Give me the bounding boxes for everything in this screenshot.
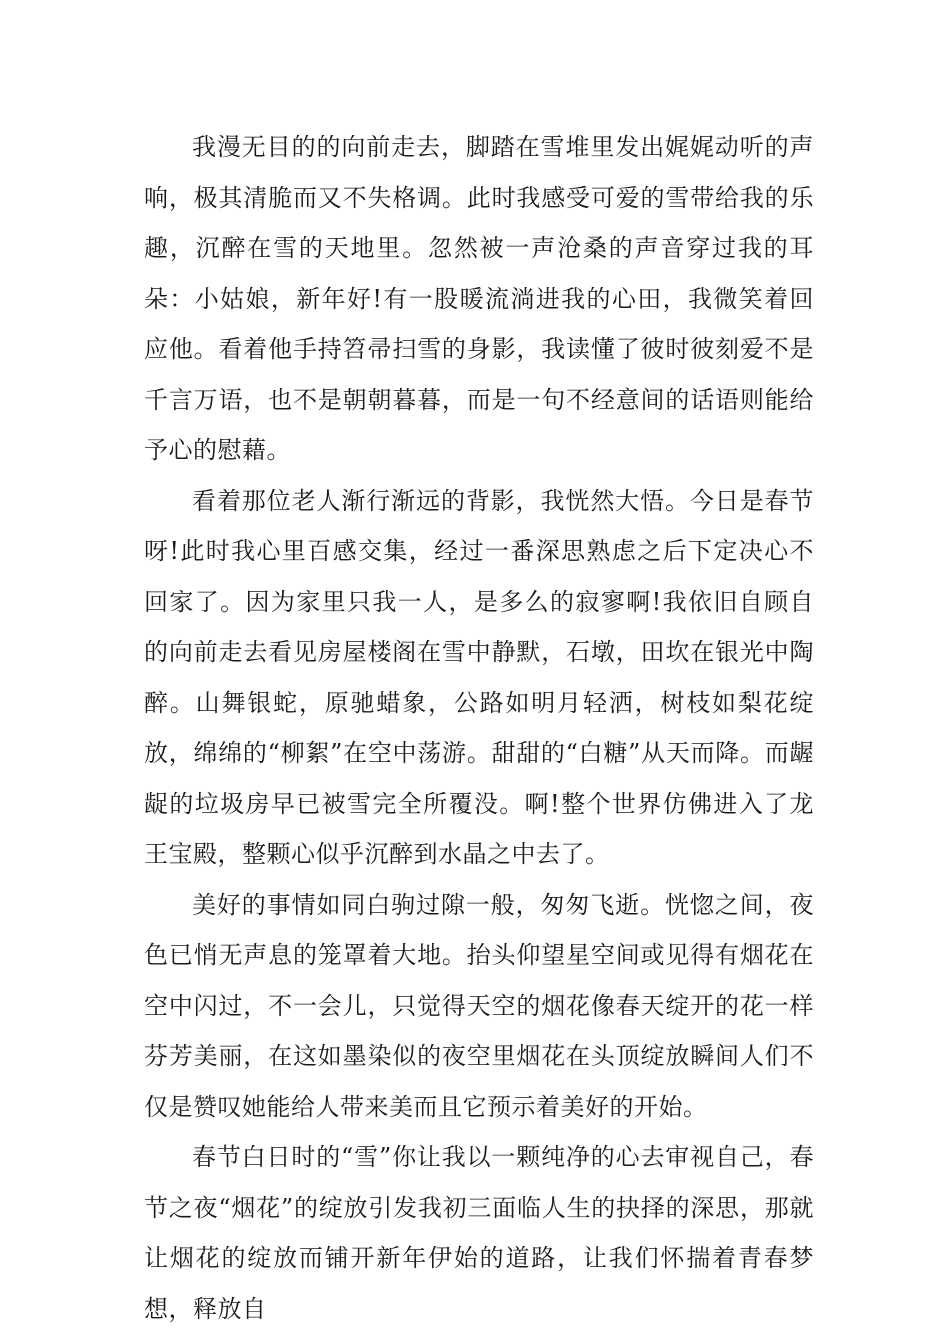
paragraph-2: 看着那位老人渐行渐远的背影，我恍然大悟。今日是春节呀!此时我心里百感交集，经过一番深思熟虑之后下定决心不回家了。因为家里只我一人，是多么的寂寥啊!我依旧自顾自的向前走去看见房屋楼阁在雪中静默，石墩，田坎在银光中陶醉。山舞银蛇，原驰蜡象，公路如明月轻洒，树枝如梨花绽放，绵绵的“柳絮”在空中荡游。甜甜的“白糖”从天而降。而龌龊的垃圾房早已被雪完全所覆没。啊!整个世界仿佛进入了龙王宝殿，整颗心似乎沉醉到水晶之中去了。 — [144, 486, 814, 868]
paragraph-3: 美好的事情如同白驹过隙一般，匆匆飞逝。恍惚之间，夜色已悄无声息的笼罩着大地。抬头仰望星空间或见得有烟花在空中闪过，不一会儿，只觉得天空的烟花像春天绽开的花一样芬芳美丽，在这如墨染似的夜空里烟花在头顶绽放瞬间人们不仅是赞叹她能给人带来美而且它预示着美好的开始。 — [144, 890, 814, 1121]
paragraph-4: 春节白日时的“雪”你让我以一颗纯净的心去审视自己，春节之夜“烟花”的绽放引发我初三面临人生的抉择的深思，那就让烟花的绽放而铺开新年伊始的道路，让我们怀揣着青春梦想，释放自 — [144, 1143, 814, 1323]
paragraph-1: 我漫无目的的向前走去，脚踏在雪堆里发出娓娓动听的声响，极其清脆而又不失格调。此时我感受可爱的雪带给我的乐趣，沉醉在雪的天地里。忽然被一声沧桑的声音穿过我的耳朵：小姑娘，新年好!有一股暖流淌进我的心田，我微笑着回应他。看着他手持笤帚扫雪的身影，我读懂了彼时彼刻爱不是千言万语，也不是朝朝暮暮，而是一句不经意间的话语则能给予心的慰藉。 — [144, 133, 814, 464]
document-body — [144, 122, 814, 1334]
